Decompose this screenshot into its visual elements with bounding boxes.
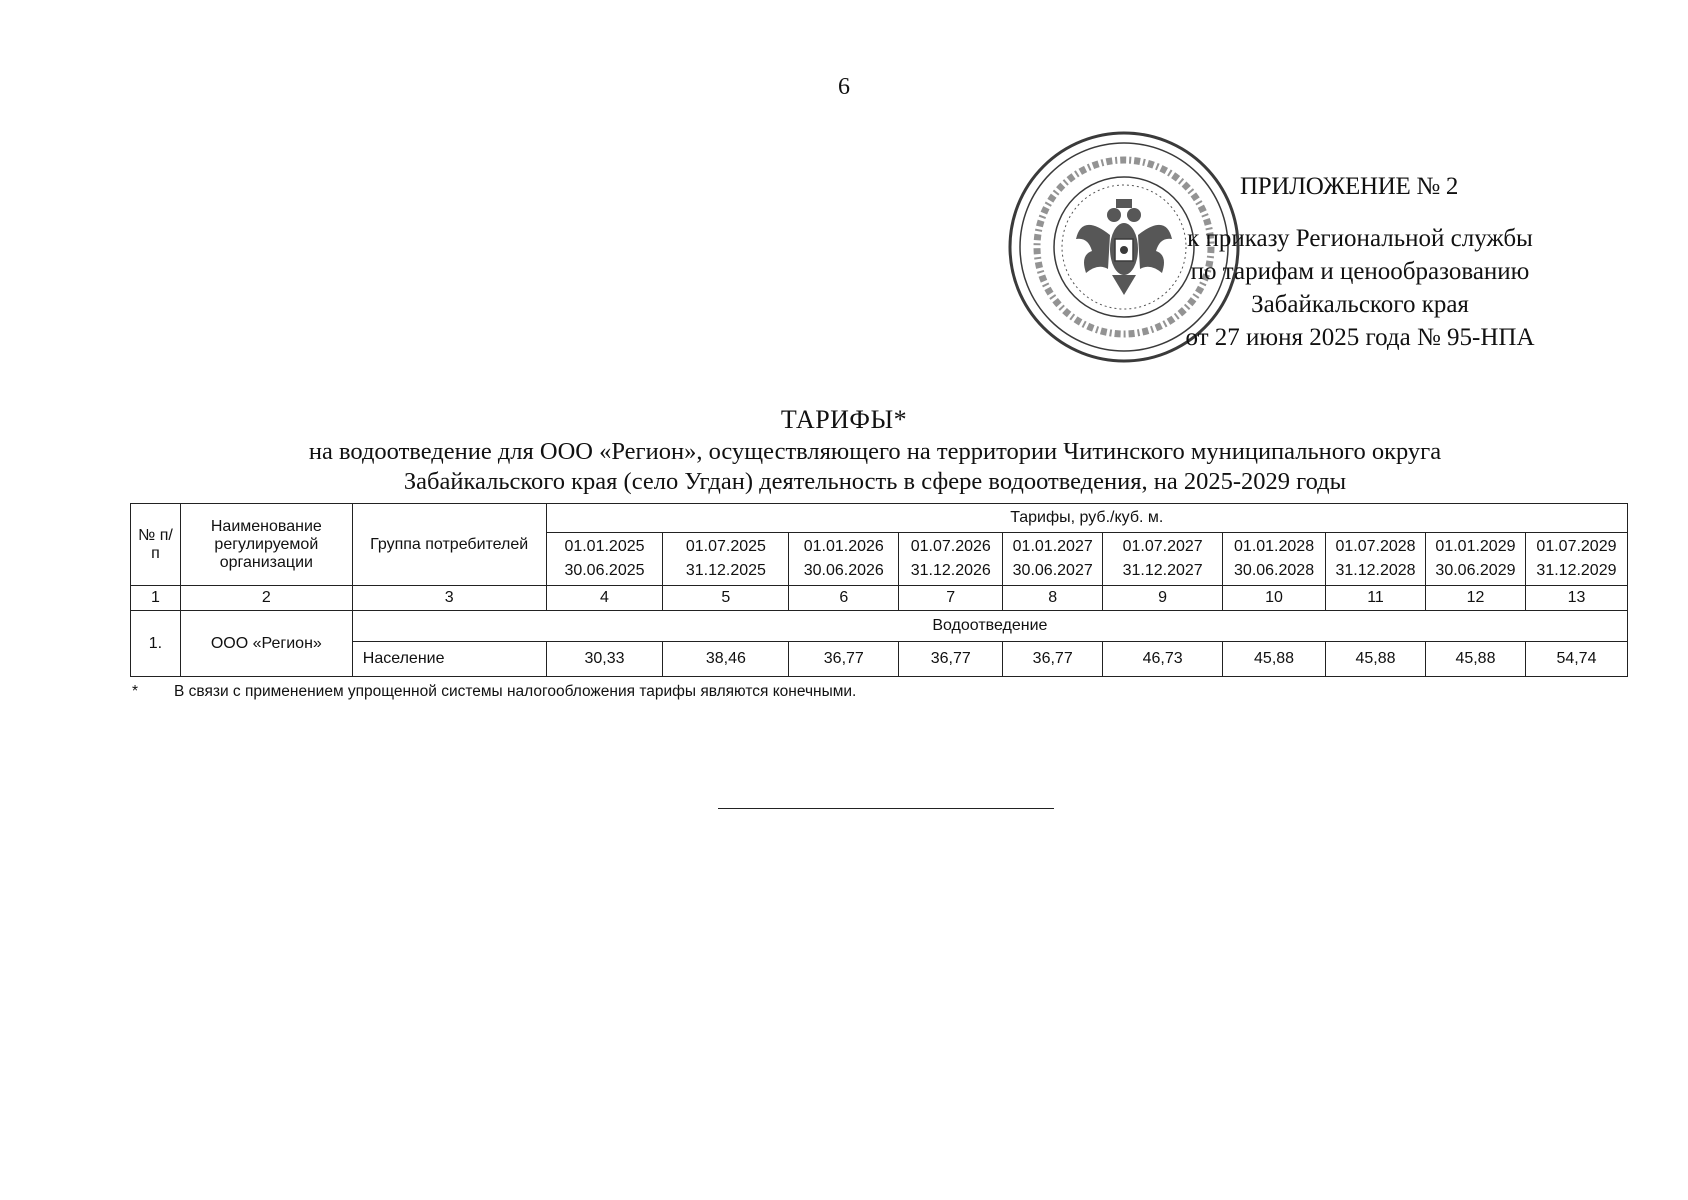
footnote-text: В связи с применением упрощенной системы налогообложения тарифы являются конечными. [174,683,857,700]
appendix-line: к приказу Региональной службы [1187,225,1533,252]
tariff-value: 30,33 [546,642,663,677]
column-number: 5 [663,586,789,611]
period-from: 01.01.2027 [1012,538,1093,555]
subtitle-line: на водоотведение для ООО «Регион», осуществляющего на территории Читинского муниципального округа [308,438,1442,465]
period-to: 30.06.2028 [1234,562,1315,579]
period-header [1326,533,1426,586]
period-to: 31.12.2027 [1122,562,1203,579]
column-number: 6 [789,586,899,611]
appendix-line: по тарифам и ценообразованию [1190,258,1530,285]
separator-line [718,808,1054,809]
period-header [1425,533,1525,586]
period-header [789,533,899,586]
period-to: 30.06.2025 [564,562,645,579]
subtitle-line: Забайкальского края (село Угдан) деятельность в сфере водоотведения, на 2025-2029 годы [403,468,1347,495]
period-header [1003,533,1103,586]
period-header [546,533,663,586]
page-number: 6 [838,74,850,100]
tariff-value: 46,73 [1103,642,1223,677]
consumer-group: Население [352,642,546,677]
tariff-value: 36,77 [899,642,1003,677]
column-number: 7 [899,586,1003,611]
period-header [899,533,1003,586]
appendix-line: Забайкальского края [1251,291,1469,318]
table-row [131,611,1628,642]
footnote [132,683,856,701]
period-from: 01.07.2029 [1536,538,1617,555]
header-num: № п/п [131,504,181,586]
period-to: 31.12.2026 [910,562,991,579]
tariff-value: 36,77 [789,642,899,677]
footnote-mark: * [132,683,139,700]
tariff-value: 54,74 [1525,642,1627,677]
document-title: ТАРИФЫ* [780,405,908,434]
column-number: 2 [180,586,352,611]
header-consumer-group: Группа потребителей [352,504,546,586]
period-header [663,533,789,586]
period-header [1103,533,1223,586]
period-to: 31.12.2028 [1335,562,1416,579]
appendix-block [1150,170,1570,354]
period-to: 30.06.2029 [1435,562,1516,579]
period-from: 01.01.2029 [1435,538,1516,555]
tariff-value: 38,46 [663,642,789,677]
column-number: 9 [1103,586,1223,611]
table-row [131,642,1628,677]
column-number: 13 [1525,586,1627,611]
appendix-title: ПРИЛОЖЕНИЕ № 2 [1240,173,1459,200]
period-header [1525,533,1627,586]
tariff-value: 36,77 [1003,642,1103,677]
header-organization: Наименование регулируемой организации [180,504,352,586]
period-from: 01.01.2026 [803,538,884,555]
period-header [1223,533,1326,586]
column-number: 10 [1223,586,1326,611]
header-tariffs: Тарифы, руб./куб. м. [546,504,1627,533]
column-number: 11 [1326,586,1426,611]
period-from: 01.07.2027 [1122,538,1203,555]
tariff-value: 45,88 [1425,642,1525,677]
period-from: 01.07.2025 [685,538,766,555]
tariff-value: 45,88 [1223,642,1326,677]
period-to: 30.06.2027 [1012,562,1093,579]
period-from: 01.01.2025 [564,538,645,555]
period-from: 01.01.2028 [1234,538,1315,555]
period-to: 31.12.2025 [685,562,766,579]
column-number: 4 [546,586,663,611]
service-name: Водоотведение [352,611,1627,642]
column-number: 1 [131,586,181,611]
tariffs-table [130,503,1628,677]
column-number: 3 [352,586,546,611]
tariff-value: 45,88 [1326,642,1426,677]
row-number: 1. [131,611,181,677]
appendix-line: от 27 июня 2025 года № 95-НПА [1185,324,1535,351]
organization-name: ООО «Регион» [180,611,352,677]
period-to: 31.12.2029 [1536,562,1617,579]
period-from: 01.07.2026 [910,538,991,555]
period-to: 30.06.2026 [803,562,884,579]
column-number: 12 [1425,586,1525,611]
column-number: 8 [1003,586,1103,611]
period-from: 01.07.2028 [1335,538,1416,555]
document-subtitle [180,437,1570,497]
